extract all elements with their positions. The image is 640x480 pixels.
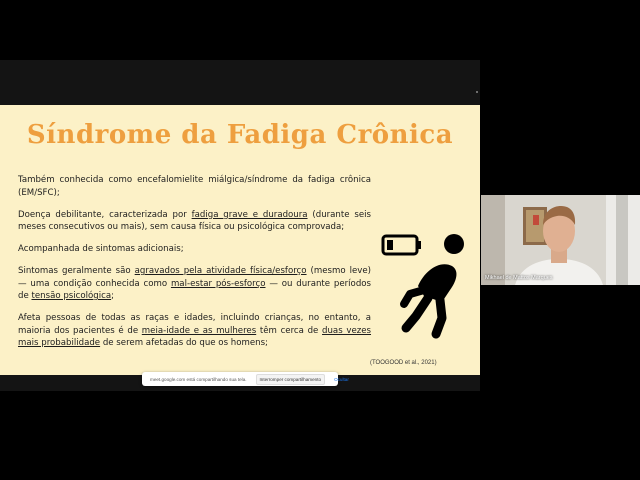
pointer-dot xyxy=(476,91,478,93)
slide-citation: (TOOGOOD et al., 2021) xyxy=(370,360,437,366)
presentation-slide xyxy=(0,105,480,375)
slide-title: Síndrome da Fadiga Crônica xyxy=(26,120,454,150)
slide-bullet xyxy=(18,174,371,199)
slide-bullet xyxy=(18,209,371,234)
slide-body xyxy=(18,174,371,359)
slide-bullet xyxy=(18,243,371,256)
slide-text: ; xyxy=(111,291,115,301)
slide-text: Sintomas geralmente são xyxy=(18,266,135,276)
slide-text: Também conhecida como encefalomielite miálgica/síndrome da fadiga crônica (EM/SFC); xyxy=(18,175,371,198)
participant-name: Mikhael de Mattos Marques xyxy=(485,275,553,281)
slide-emphasis: mal-estar pós-esforço xyxy=(170,278,266,289)
hide-share-bar-button[interactable]: Ocultar xyxy=(334,376,349,382)
slide-emphasis: fadiga grave e duradoura xyxy=(191,209,308,220)
slide-text: (mesmo leve) — uma condição conhecida como xyxy=(18,266,372,289)
slide-text: Doença debilitante, caracterizada por xyxy=(18,209,192,220)
screen-share-bar xyxy=(142,372,349,386)
slide-emphasis: tensão psicológica xyxy=(31,291,112,301)
slide-text: Acompanhada de sintomas adicionais; xyxy=(18,244,184,254)
stop-sharing-button[interactable]: Interromper compartilhamento xyxy=(256,374,326,385)
slide-text: têm cerca de xyxy=(256,325,323,336)
slide-text: (durante seis meses consecutivos ou mais), sem causa física ou psicológica comprovada; xyxy=(18,209,372,232)
slide-text: de serem afetadas do que os homens; xyxy=(100,338,268,348)
participant-video-frame xyxy=(481,195,640,285)
slide-text: — ou durante períodos de xyxy=(18,278,372,301)
share-message: meet.google.com está compartilhando sua tela. xyxy=(150,376,247,382)
participant-video-tile[interactable] xyxy=(481,195,640,285)
slide-emphasis: meia-idade e as mulheres xyxy=(141,325,257,336)
slide-emphasis: duas vezes mais probabilidade xyxy=(18,325,372,348)
slide-text: Afeta pessoas de todas as raças e idades, incluindo crianças, no entanto, a maioria dos pacientes é de xyxy=(18,313,371,336)
tired-person-low-battery-icon xyxy=(380,230,470,340)
slide-bullet xyxy=(18,265,371,303)
slide-emphasis: agravados pela atividade física/esforço xyxy=(134,266,307,276)
slide-bullet xyxy=(18,312,371,350)
